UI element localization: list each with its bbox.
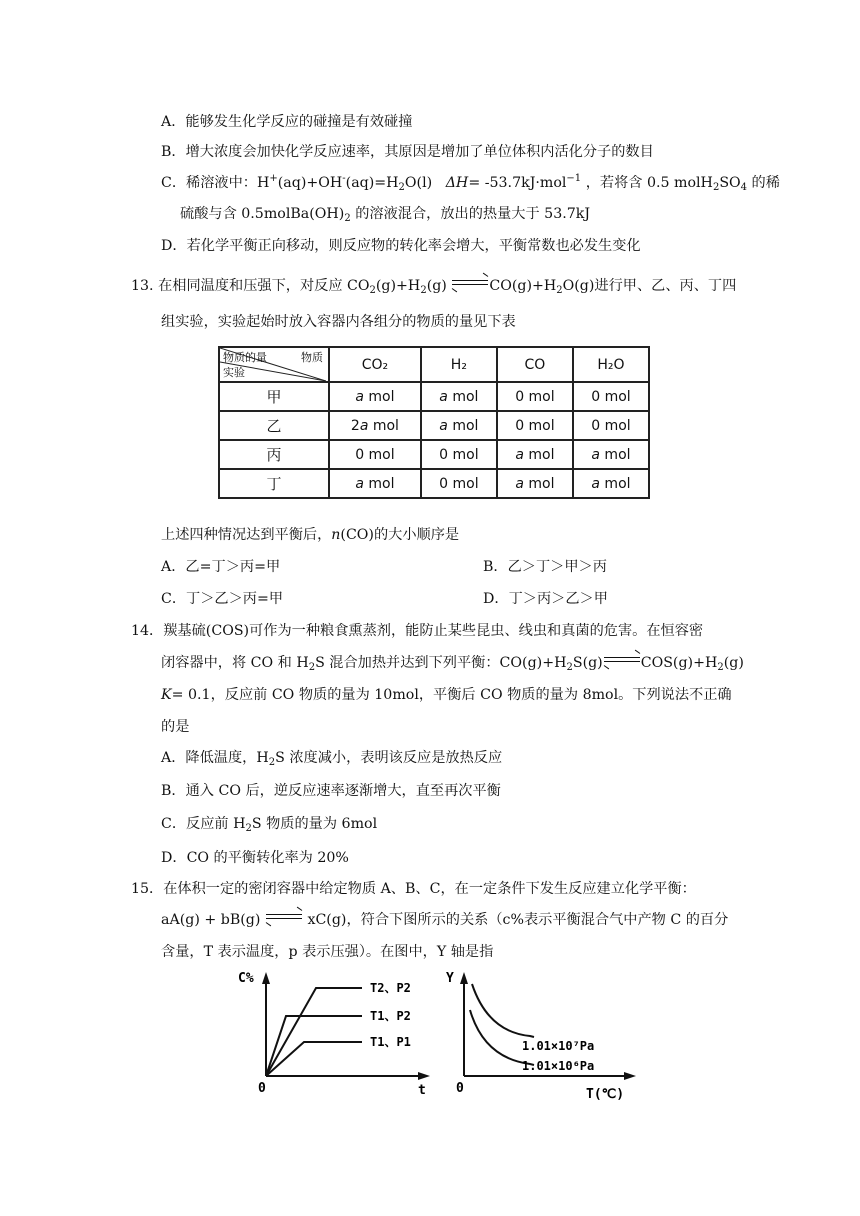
table-cell: 0 mol	[421, 469, 497, 498]
table-cell: 2a mol	[329, 411, 421, 440]
q12-option-a: A．能够发生化学反应的碰撞是有效碰撞	[161, 114, 413, 130]
table-cell: a mol	[421, 411, 497, 440]
q12-option-b: B．增大浓度会加快化学反应速率，其原因是增加了单位体积内活化分子的数目	[161, 144, 654, 160]
q12-option-c-line1: C．稀溶液中：$H^+(aq)+OH^-(aq)=H_2O(l)$ ΔH= -53.7kJ·mol$^{-1}$ ，若将含 0.5 $molH_2SO_4$ 的稀	[161, 173, 780, 193]
q13-stem-line2: 组实验，实验起始时放入容器内各组分的物质的量见下表	[161, 314, 516, 330]
right-y-label: Y	[446, 971, 454, 986]
q14-option-d: D．CO 的平衡转化率为 20%	[161, 850, 349, 866]
graph-right	[446, 971, 636, 1102]
series-label: T1、P2	[370, 1009, 411, 1023]
table-header-h2: H₂	[421, 347, 497, 382]
table-row	[219, 440, 649, 469]
left-y-label: C%	[238, 971, 254, 986]
reversible-arrow-icon	[604, 653, 640, 667]
reversible-arrow-icon	[266, 910, 302, 924]
q14-stem-line3: K= 0.1，反应前 CO 物质的量为 10mol，平衡后 CO 物质的量为 8mol。下列说法不正确	[161, 687, 732, 703]
table-cell: 0 mol	[497, 382, 573, 411]
q13-option-b: B．乙＞丁＞甲＞丙	[483, 559, 607, 575]
table-cell: 0 mol	[421, 440, 497, 469]
corner-label-experiment: 实验	[223, 366, 245, 379]
table-header-co: CO	[497, 347, 573, 382]
q14-option-a: A．降低温度，$H_2S$ 浓度减小，表明该反应是放热反应	[161, 750, 503, 768]
q15-stem-line3: 含量，T 表示温度，p 表示压强）。在图中，Y 轴是指	[161, 944, 494, 960]
corner-label-substance: 物质	[301, 351, 323, 364]
table-row	[219, 382, 649, 411]
corner-label-amount: 物质的量	[223, 351, 267, 364]
q13-option-d: D．丁＞丙＞乙＞甲	[483, 591, 608, 607]
curve-t1-p2	[266, 1016, 362, 1076]
left-y-arrow-icon	[262, 972, 270, 984]
table-cell: a mol	[497, 440, 573, 469]
q15-stem-line2: aA(g) + bB(g) xC(g)，符合下图所示的关系（c%表示平衡混合气中产物 C 的百分	[161, 910, 728, 930]
curve-low-pressure	[470, 1010, 534, 1065]
left-origin: 0	[258, 1081, 266, 1096]
table-cell: a mol	[497, 469, 573, 498]
table-cell: a mol	[329, 469, 421, 498]
q13-question: 上述四种情况达到平衡后，n(CO)的大小顺序是	[161, 527, 460, 543]
q14-stem-line2: 闭容器中，将 CO 和 $H_2S$ 混合加热并达到下列平衡：$CO(g)+H_2S(g)$ $COS(g)+H_2(g)$	[161, 653, 744, 673]
table-cell: 0 mol	[573, 411, 649, 440]
q13-option-a: A．乙=丁＞丙=甲	[161, 559, 281, 575]
row-label: 甲	[219, 382, 329, 411]
table-cell: 0 mol	[329, 440, 421, 469]
q15-graphs	[230, 962, 650, 1102]
q14-option-b: B．通入 CO 后，逆反应速率逐渐增大，直至再次平衡	[161, 783, 501, 799]
q14-option-c: C．反应前 $H_2S$ 物质的量为 6mol	[161, 816, 378, 834]
table-cell: 0 mol	[497, 411, 573, 440]
table-row	[219, 469, 649, 498]
table-cell: a mol	[573, 469, 649, 498]
series-label: T1、P1	[370, 1035, 411, 1049]
reversible-arrow-icon	[452, 276, 488, 290]
row-label: 丙	[219, 440, 329, 469]
table-cell: a mol	[573, 440, 649, 469]
experiment-table	[218, 346, 650, 499]
table-cell: a mol	[329, 382, 421, 411]
table-header-row	[219, 347, 649, 382]
table-header-co2: CO₂	[329, 347, 421, 382]
curve-t1-p1	[266, 1042, 362, 1076]
q12-option-d: D．若化学平衡正向移动，则反应物的转化率会增大，平衡常数也必发生变化	[161, 238, 641, 254]
left-x-arrow-icon	[418, 1072, 430, 1080]
row-label: 丁	[219, 469, 329, 498]
row-label: 乙	[219, 411, 329, 440]
q14-stem-line4: 的是	[161, 719, 190, 735]
q14-stem-line1: 14．羰基硫(COS)可作为一种粮食熏蒸剂，能防止某些昆虫、线虫和真菌的危害。在恒容密	[131, 623, 704, 639]
right-x-label: T(℃)	[586, 1087, 625, 1102]
left-x-label: t	[418, 1083, 426, 1098]
table-header-h2o: H₂O	[573, 347, 649, 382]
curve-high-pressure	[472, 984, 534, 1037]
graph-left	[238, 971, 430, 1098]
right-y-arrow-icon	[460, 972, 468, 984]
q15-stem-line1: 15．在体积一定的密闭容器中给定物质 A、B、C，在一定条件下发生反应建立化学平衡：	[131, 881, 696, 897]
right-x-arrow-icon	[624, 1072, 636, 1080]
series-label: 1.01×10⁶Pa	[522, 1059, 595, 1073]
q13-stem-line1: 13. 在相同温度和压强下，对反应 $CO_2(g)+H_2(g)$ $CO(g)+H_2O(g)$进行甲、乙、丙、丁四	[131, 276, 736, 296]
table-row	[219, 411, 649, 440]
q13-option-c: C．丁＞乙＞丙=甲	[161, 591, 284, 607]
q12-option-c-line2: 硫酸与含 $0.5molBa(OH)_2$ 的溶液混合，放出的热量大于 53.7kJ	[180, 206, 591, 224]
table-corner-cell	[219, 347, 329, 382]
series-label: T2、P2	[370, 981, 411, 995]
series-label: 1.01×10⁷Pa	[522, 1039, 595, 1053]
right-origin: 0	[456, 1081, 464, 1096]
table-cell: 0 mol	[573, 382, 649, 411]
table-cell: a mol	[421, 382, 497, 411]
